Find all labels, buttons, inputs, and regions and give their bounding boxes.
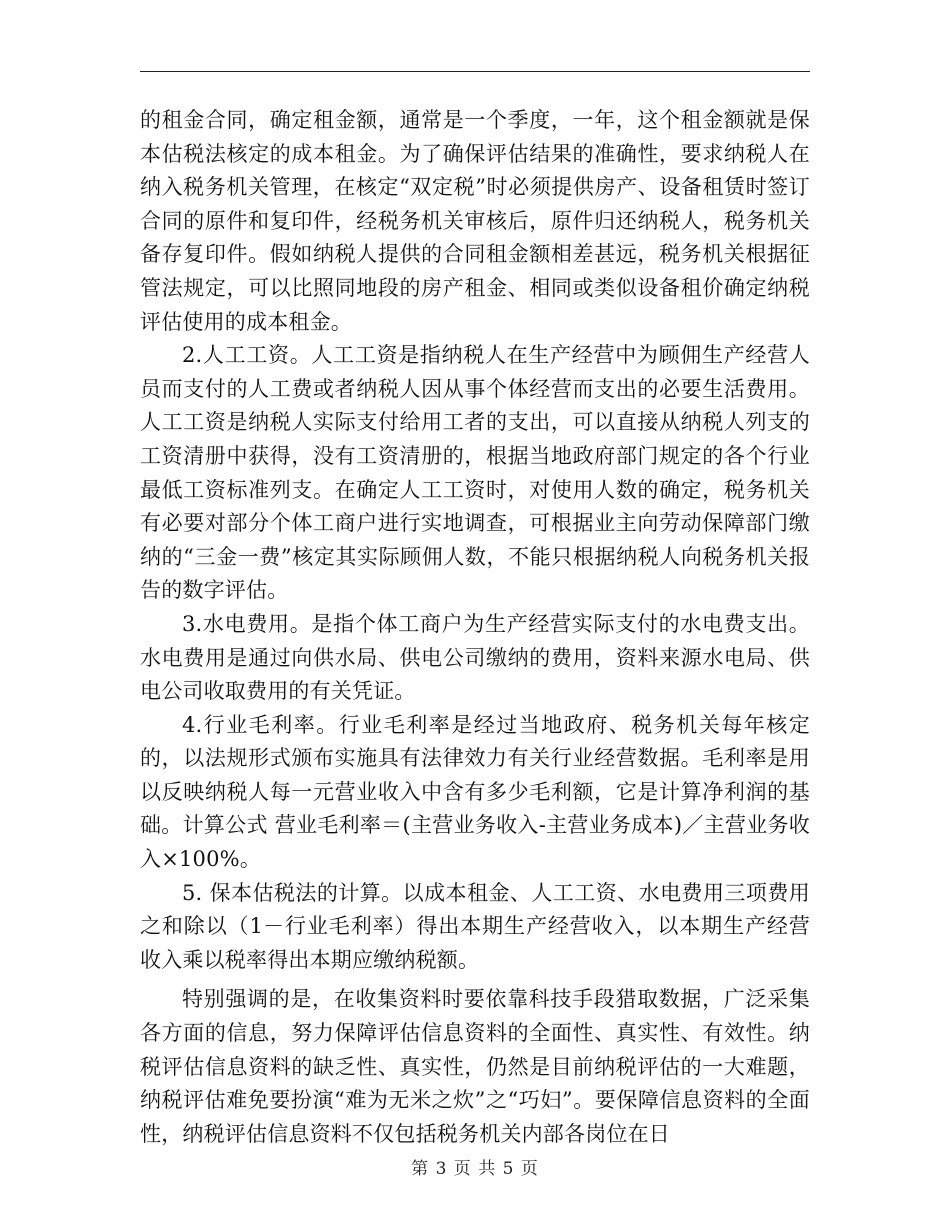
page-number: 第 3 页 共 5 页 <box>411 1159 539 1179</box>
paragraph-gross-margin: 4.行业毛利率。行业毛利率是经过当地政府、税务机关每年核定的，以法规形式颁布实施具有法律效力有关行业经营数据。毛利率是用以反映纳税人每一元营业收入中含有多少毛利额，它是计算净利润的基础。计算公式 营业毛利率＝(主营业务收入-主营业务成本)／主营业务收入×100%。 <box>140 712 810 872</box>
paragraph-calculation: 5. 保本估税法的计算。以成本租金、人工工资、水电费用三项费用之和除以（1－行业毛利率）得出本期生产经营收入，以本期生产经营收入乘以税率得出本期应缴纳税额。 <box>140 880 810 972</box>
paragraph-utilities: 3.水电费用。是指个体工商户为生产经营实际支付的水电费支出。水电费用是通过向供水局、供电公司缴纳的费用，资料来源水电局、供电公司收取费用的有关凭证。 <box>140 611 810 704</box>
paragraph-emphasis: 特别强调的是，在收集资料时要依靠科技手段猎取数据，广泛采集各方面的信息，努力保障评估信息资料的全面性、真实性、有效性。纳税评估信息资料的缺乏性、真实性，仍然是目前纳税评估的一大难题，纳税评估难免要扮演“难为无米之炊”之“巧妇”。要保障信息资料的全面性，纳税评估信息资料不仅包括税务机关内部各岗位在日 <box>140 987 810 1146</box>
paragraph-continuation: 的租金合同，确定租金额，通常是一个季度，一年，这个租金额就是保本估税法核定的成本租金。为了确保评估结果的准确性，要求纳税人在纳入税务机关管理，在核定“双定税”时必须提供房产、设备租赁时签订合同的原件和复印件，经税务机关审核后，原件归还纳税人，税务机关备存复印件。假如纳税人提供的合同租金额相差甚远，税务机关根据征管法规定，可以比照同地段的房产租金、相同或类似设备租价确定纳税评估使用的成本租金。 <box>140 108 810 334</box>
header-rule <box>140 71 810 72</box>
document-body <box>140 104 810 1151</box>
paragraph-labor-wages: 2.人工工资。人工工资是指纳税人在生产经营中为顾佣生产经营人员而支付的人工费或者纳税人因从事个体经营而支出的必要生活费用。人工工资是纳税人实际支付给用工者的支出，可以直接从纳税人列支的工资清册中获得，没有工资清册的，根据当地政府部门规定的各个行业最低工资标准列支。在确定人工工资时，对使用人数的确定，税务机关有必要对部分个体工商户进行实地调查，可根据业主向劳动保障部门缴纳的“三金一费”核定其实际顾佣人数，不能只根据纳税人向税务机关报告的数字评估。 <box>140 343 810 603</box>
